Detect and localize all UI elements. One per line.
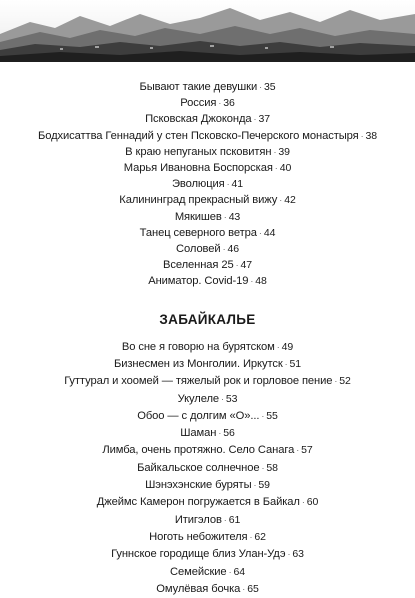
toc-separator: ·: [223, 211, 227, 222]
toc-page-number: 58: [266, 461, 278, 474]
toc-page-number: 36: [223, 97, 235, 110]
toc-entry: [0, 339, 415, 356]
toc-page-number: 37: [258, 113, 270, 126]
toc-separator: ·: [218, 98, 222, 109]
toc-entry: [0, 391, 415, 408]
toc-entry: [0, 356, 415, 373]
toc-entry: [0, 564, 415, 581]
toc-separator: ·: [249, 531, 253, 542]
toc-page-number: 65: [247, 582, 259, 595]
table-of-contents: [0, 79, 415, 598]
toc-page-number: 51: [289, 357, 302, 370]
toc-separator: ·: [226, 179, 230, 190]
toc-page-number: 48: [255, 275, 267, 288]
toc-entry: [0, 408, 415, 425]
toc-entry: [0, 273, 415, 289]
toc-separator: ·: [287, 549, 291, 560]
toc-entry-title: Шэнэхэнские буряты: [145, 479, 252, 492]
toc-entry: [0, 209, 415, 225]
toc-entry-title: Аниматор. Covid-19: [148, 275, 249, 288]
toc-page-number: 63: [292, 548, 304, 561]
toc-page-number: 43: [228, 210, 241, 223]
toc-page-number: 56: [223, 427, 235, 440]
toc-separator: ·: [360, 130, 364, 141]
toc-entry-title: Семейские: [170, 565, 227, 578]
toc-page-number: 64: [233, 565, 245, 578]
toc-page-number: 41: [231, 178, 244, 191]
toc-entry-title: Обоо — с долгим «О»...: [137, 409, 260, 422]
toc-entry: [0, 144, 415, 160]
toc-page-number: 52: [339, 375, 351, 388]
toc-entry: [0, 546, 415, 563]
toc-separator: ·: [296, 445, 300, 456]
toc-entry-title: В краю непуганых псковитян: [125, 145, 272, 158]
toc-entry: [0, 79, 415, 95]
toc-entry-title: Марья Ивановна Боспорская: [123, 162, 273, 175]
toc-entry-title: Калининград прекрасный вижу: [119, 194, 278, 207]
toc-entry-title: Гуннское городище близ Улан-Удэ: [111, 548, 286, 561]
toc-page-number: 49: [281, 340, 294, 353]
toc-separator: ·: [218, 428, 222, 439]
toc-separator: ·: [301, 497, 305, 508]
toc-entry-title: Лимба, очень протяжно. Село Санага: [102, 444, 295, 457]
toc-entry-title: Эволюция: [171, 178, 225, 191]
toc-entry-title: Соловей: [176, 243, 221, 256]
toc-entry-title: Итигэлов: [174, 513, 222, 526]
toc-entry: [0, 460, 415, 477]
toc-entry-title: Бывают такие девушки: [139, 81, 258, 93]
toc-entry-title: Вселенная 25: [162, 259, 234, 272]
toc-section-2: [0, 339, 415, 598]
toc-entry-title: Во сне я говорю на бурятском: [121, 340, 275, 353]
toc-separator: ·: [274, 163, 278, 174]
toc-separator: ·: [258, 227, 262, 238]
toc-page-number: 55: [266, 409, 278, 422]
toc-page-number: 47: [240, 259, 253, 272]
toc-entry: [0, 225, 415, 241]
toc-entry-title: Укулеле: [177, 392, 219, 405]
toc-separator: ·: [250, 276, 254, 287]
toc-entry-title: Псковская Джоконда: [145, 113, 252, 126]
toc-separator: ·: [228, 566, 232, 577]
toc-separator: ·: [276, 341, 280, 352]
toc-entry-title: Россия: [180, 97, 217, 110]
toc-page-number: 61: [228, 513, 241, 526]
toc-page-number: 38: [365, 129, 378, 142]
toc-separator: ·: [261, 410, 265, 421]
toc-entry-title: Омулёвая бочка: [156, 582, 241, 595]
toc-entry: [0, 581, 415, 598]
toc-entry: [0, 160, 415, 176]
toc-separator: ·: [253, 480, 257, 491]
toc-page-number: 40: [279, 162, 292, 175]
toc-entry: [0, 176, 415, 192]
toc-page-number: 42: [284, 194, 296, 207]
toc-entry-title: Байкальское солнечное: [137, 461, 260, 474]
toc-page-number: 60: [306, 496, 319, 509]
toc-entry-title: Мякишев: [174, 210, 222, 223]
toc-page-number: 53: [225, 392, 238, 405]
section-heading-zabaikalie: ЗАБАЙКАЛЬЕ: [159, 311, 256, 327]
toc-entry: [0, 373, 415, 390]
toc-separator: ·: [222, 244, 226, 255]
toc-entry-title: Шаман: [180, 427, 217, 440]
toc-separator: ·: [334, 376, 338, 387]
toc-separator: ·: [253, 114, 257, 125]
toc-page-number: 46: [227, 243, 239, 256]
toc-separator: ·: [221, 393, 224, 404]
toc-page-number: 44: [263, 226, 276, 239]
toc-entry: [0, 241, 415, 257]
toc-section-1: [0, 79, 415, 290]
toc-entry: [0, 192, 415, 208]
toc-separator: ·: [261, 462, 265, 473]
toc-separator: ·: [273, 146, 277, 157]
toc-page-number: 39: [278, 145, 290, 158]
toc-entry: [0, 111, 415, 127]
toc-entry-title: Бизнесмен из Монголии. Иркутск: [113, 357, 283, 370]
toc-entry: [0, 257, 415, 273]
toc-entry: [0, 95, 415, 111]
toc-page-number: 35: [264, 81, 276, 93]
toc-entry: [0, 494, 415, 511]
toc-separator: ·: [259, 82, 263, 92]
toc-separator: ·: [235, 260, 239, 271]
toc-entry-title: Джеймс Камерон погружается в Байкал: [96, 496, 300, 509]
toc-entry: [0, 128, 415, 144]
toc-entry-title: Ноготь небожителя: [149, 530, 248, 543]
toc-separator: ·: [279, 195, 283, 206]
toc-entry: [0, 529, 415, 546]
toc-entry: [0, 425, 415, 442]
toc-entry-title: Танец северного ветра: [139, 226, 257, 239]
toc-separator: ·: [242, 583, 246, 594]
toc-entry-title: Бодхисаттва Геннадий у стен Псковско-Печерского монастыря: [37, 129, 359, 142]
toc-page-number: 59: [258, 479, 270, 492]
landscape-header-illustration: [0, 0, 415, 62]
toc-entry: [0, 512, 415, 529]
toc-page-number: 62: [254, 530, 266, 543]
toc-page-number: 57: [301, 444, 313, 457]
toc-entry: [0, 477, 415, 494]
toc-separator: ·: [223, 514, 227, 525]
toc-entry: [0, 442, 415, 459]
toc-separator: ·: [284, 358, 288, 369]
toc-entry-title: Гуттурал и хоомей — тяжелый рок и горловое пение: [64, 375, 333, 388]
